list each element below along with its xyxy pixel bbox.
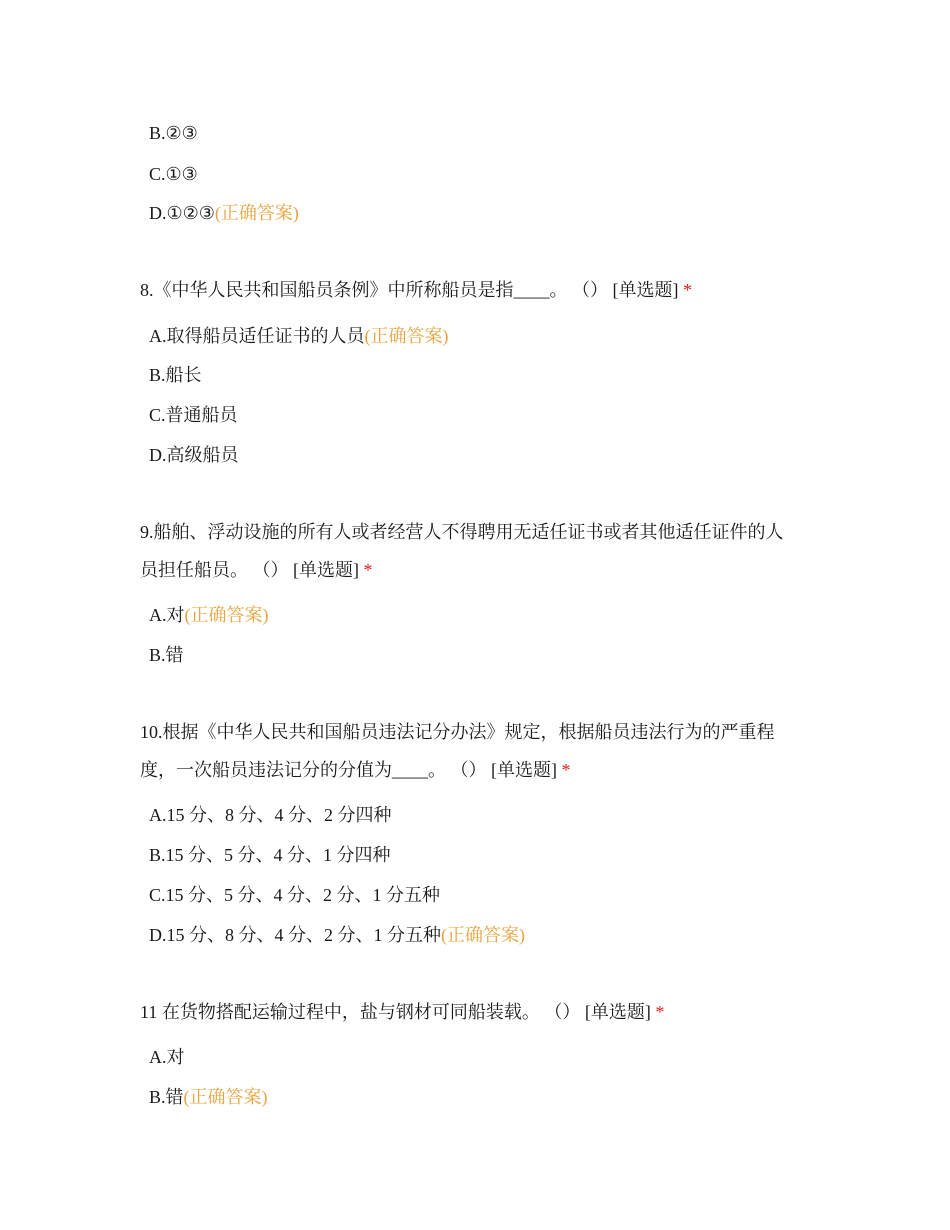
question-10-option-a — [149, 803, 392, 827]
question-8-option-d — [149, 443, 239, 467]
question-8-option-b — [149, 363, 202, 387]
option-d — [149, 201, 299, 225]
correct-answer-label: (正确答案) — [364, 326, 449, 346]
question-8-title — [140, 278, 692, 302]
question-8-option-a — [149, 324, 449, 348]
option-text: B.②③ — [149, 123, 198, 143]
question-8-option-c — [149, 403, 238, 427]
option-text: D.15 分、8 分、4 分、2 分、1 分五种 — [149, 925, 441, 945]
option-text: B.15 分、5 分、4 分、1 分四种 — [149, 845, 391, 865]
question-text: 9.船舶、浮动设施的所有人或者经营人不得聘用无适任证书或者其他适任证件的人 — [140, 522, 784, 542]
question-9-title-line-1 — [140, 520, 784, 544]
option-text: B.船长 — [149, 365, 202, 385]
option-text: C.普通船员 — [149, 405, 238, 425]
question-10-option-c — [149, 883, 440, 907]
question-text: 10.根据《中华人民共和国船员违法记分办法》规定，根据船员违法行为的严重程 — [140, 722, 775, 742]
correct-answer-label: (正确答案) — [441, 925, 525, 945]
question-text: 度，一次船员违法记分的分值为____。 （） [单选题] — [140, 760, 562, 780]
question-9-option-b — [149, 643, 184, 667]
option-text: D.高级船员 — [149, 445, 239, 465]
option-text: A.对 — [149, 1047, 185, 1067]
option-b — [149, 121, 198, 145]
option-text: A.15 分、8 分、4 分、2 分四种 — [149, 805, 392, 825]
option-text: B.错 — [149, 645, 184, 665]
question-11-option-b — [149, 1085, 268, 1109]
correct-answer-label: (正确答案) — [183, 1087, 268, 1107]
question-9-title-line-2 — [140, 558, 373, 582]
option-text: C.①③ — [149, 164, 198, 184]
option-text: D.①②③ — [149, 203, 215, 223]
required-mark: * — [363, 560, 373, 580]
option-text: C.15 分、5 分、4 分、2 分、1 分五种 — [149, 885, 441, 905]
question-11-title — [140, 1000, 664, 1024]
question-9-option-a — [149, 603, 269, 627]
question-11-option-a — [149, 1045, 185, 1069]
question-10-title-line-2 — [140, 758, 571, 782]
required-mark: * — [655, 1002, 665, 1022]
correct-answer-label: (正确答案) — [214, 203, 299, 223]
question-text: 员担任船员。 （） [单选题] — [140, 560, 364, 580]
option-text: A.取得船员适任证书的人员 — [149, 326, 365, 346]
question-10-title-line-1 — [140, 720, 775, 744]
required-mark: * — [683, 280, 692, 300]
question-10-option-d — [149, 923, 525, 947]
option-text: A.对 — [149, 605, 185, 625]
required-mark: * — [561, 760, 571, 780]
question-10-option-b — [149, 843, 391, 867]
option-text: B.错 — [149, 1087, 184, 1107]
option-c — [149, 162, 198, 186]
question-text: 11 在货物搭配运输过程中，盐与钢材可同船装载。 （） [单选题] — [140, 1002, 656, 1022]
question-text: 8.《中华人民共和国船员条例》中所称船员是指____。 （） [单选题] — [140, 280, 683, 300]
correct-answer-label: (正确答案) — [184, 605, 269, 625]
